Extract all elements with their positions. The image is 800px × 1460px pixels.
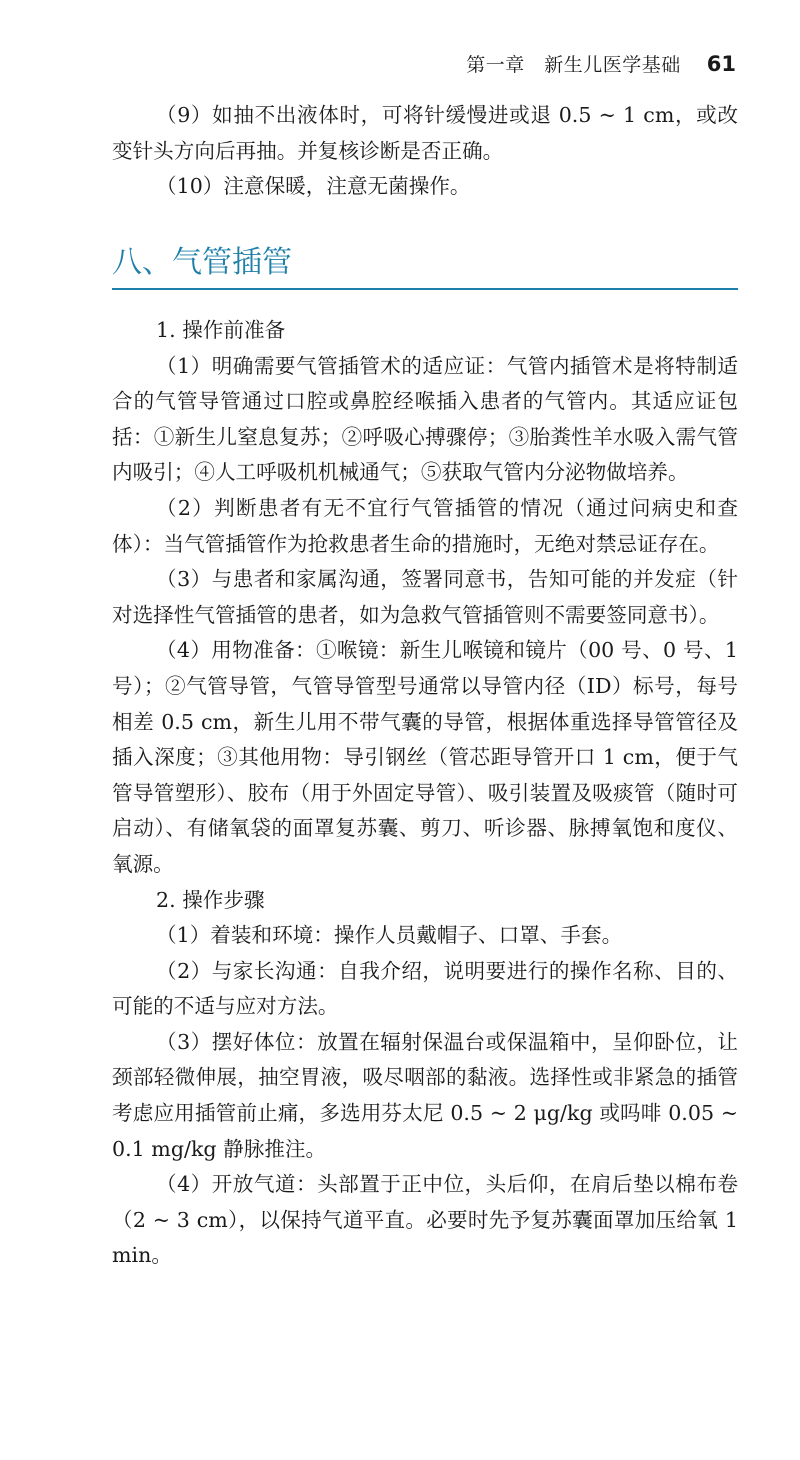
section-body xyxy=(112,313,738,1274)
running-header xyxy=(466,50,736,77)
paragraph: （2）与家长沟通：自我介绍，说明要进行的操作名称、目的、可能的不适与应对方法。 xyxy=(112,958,738,1019)
paragraph: （3）摆好体位：放置在辐射保温台或保温箱中，呈仰卧位，让颈部轻微伸展，抽空胃液，吸尽咽部的黏液。选择性或非紧急的插管考虑应用插管前止痛，多选用芬太尼 0.5 ~ 2 μg/kg 或吗啡 0.05 ~ 0.1 mg/kg 静脉推注。 xyxy=(112,1029,738,1161)
subheading: 2. 操作步骤 xyxy=(156,887,265,912)
paragraph: （10）注意保暖，注意无菌操作。 xyxy=(156,174,471,199)
paragraph: （2）判断患者有无不宜行气管插管的情况（通过问病史和查体）：当气管插管作为抢救患者生命的措施时，无绝对禁忌证存在。 xyxy=(112,495,738,556)
paragraph: （4）用物准备：①喉镜：新生儿喉镜和镜片（00 号、0 号、1 号）；②气管导管，气管导管型号通常以导管内径（ID）标号，每号相差 0.5 cm，新生儿用不带气囊的导管，根据体重选择导管管径及插入深度；③其他用物：导引钢丝（管芯距导管开口 1 cm，便于气管导管塑形）、胶布（用于外固定导管）、吸引装置及吸痰管（随时可启动）、有储氧袋的面罩复苏囊、剪刀、听诊器、脉搏氧饱和度仪、氧源。 xyxy=(112,638,738,876)
paragraph: （9）如抽不出液体时，可将针缓慢进或退 0.5 ~ 1 cm，或改变针头方向后再抽。并复核诊断是否正确。 xyxy=(112,103,738,163)
section-title: 八、气管插管 xyxy=(112,245,292,280)
subheading: 1. 操作前准备 xyxy=(156,318,286,342)
section-heading xyxy=(112,243,738,290)
chapter-title: 第一章 新生儿医学基础 xyxy=(466,54,681,76)
paragraph: （3）与患者和家属沟通，签署同意书，告知可能的并发症（针对选择性气管插管的患者，如为急救气管插管则不需要签同意书）。 xyxy=(112,567,738,627)
paragraph: （1）着装和环境：操作人员戴帽子、口罩、手套。 xyxy=(156,923,623,948)
page-number: 61 xyxy=(706,52,736,76)
intro-text xyxy=(112,98,738,205)
paragraph: （4）开放气道：头部置于正中位，头后仰，在肩后垫以棉布卷（2 ~ 3 cm），以保持气道平直。必要时先予复苏囊面罩加压给氧 1 min。 xyxy=(112,1172,738,1268)
paragraph: （1）明确需要气管插管术的适应证：气管内插管术是将特制适合的气管导管通过口腔或鼻腔经喉插入患者的气管内。其适应证包括：①新生儿窒息复苏；②呼吸心搏骤停；③胎粪性羊水吸入需气管内吸引；④人工呼吸机机械通气；⑤获取气管内分泌物做培养。 xyxy=(112,353,738,485)
